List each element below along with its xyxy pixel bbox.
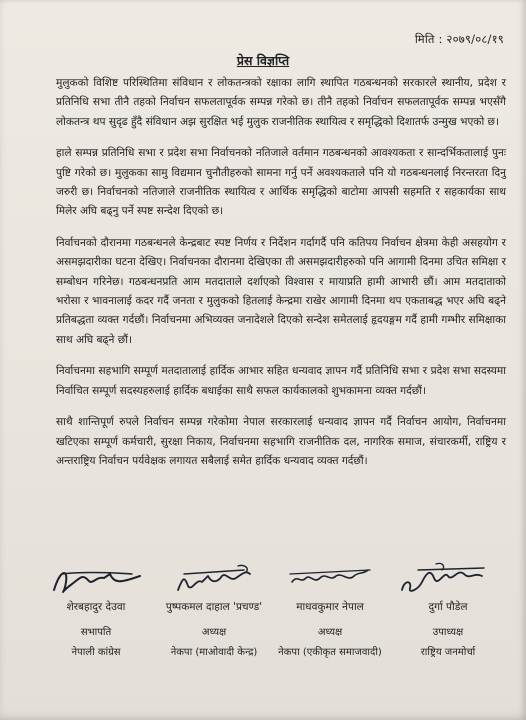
document-title: प्रेस विज्ञप्ति xyxy=(236,53,290,68)
signature-image xyxy=(154,560,274,600)
signatory-role: अध्यक्ष xyxy=(201,627,227,638)
signature-image xyxy=(270,560,390,600)
paragraph: साथै शान्तिपूर्ण रुपले निर्वाचन सम्पन्न गरेकोमा नेपाल सरकारलाई धन्यवाद ज्ञापन गर्दै निर्वाचन आयोग, निर्वाचनमा खटिएका सम्पूर्ण कर्मचारी, सुरक्षा निकाय, निर्वाचनमा सहभागि राजनीतिक दल, नागरिक समाज, संचारकर्मी, राष्ट्रिय र अन्तराष्ट्रिय निर्वाचन पर्यवेक्षक लगायत सबैलाई समेत हार्दिक धन्यवाद व्यक्त गर्दछौं। xyxy=(56,416,506,467)
document-body xyxy=(56,74,506,483)
signatory-role: उपाध्यक्ष xyxy=(432,627,464,638)
paragraph: मुलुकको विशिष्ट परिस्थितिमा संविधान र लोकतन्त्रको रक्षाका लागि स्थापित गठबन्धनको सरकारले स्थानीय, प्रदेश र प्रतिनिधि सभा तीनै तहको निर्वाचन सफलतापूर्वक सम्पन्न गरेको छ। तीनै तहको निर्वाचन सफलतापूर्वक सम्पन्न भएसँगै लोकतन्त्र थप सुदृढ हुँदै संविधान अझ सुरक्षित भई मुलुक राजनीतिक स्थायित्व र समृद्धिको दिशातर्फ उन्मुख भएको छ। xyxy=(56,77,506,128)
signature-image xyxy=(36,560,156,600)
signatures-block xyxy=(36,560,520,690)
paragraph: हाले सम्पन्न प्रतिनिधि सभा र प्रदेश सभा निर्वाचनको नतिजाले वर्तमान गठबन्धनको आवश्यकता र सान्दर्भिकतालाई पुनः पुष्टि गरेको छ। मुलुकका सामु विद्यमान चुनौतीहरुको सामना गर्नु पर्ने अवश्यकताले पनि यो गठबन्धनलाई निरन्तरता दिनु जरुरी छ। निर्वाचनको नतिजाले राजनीतिक स्थायित्व र आर्थिक समृद्धिको बाटोमा आपसी सहमति र सहकार्यका साथ मिलेर अघि बढ्नु पर्ने स्पष्ट सन्देश दिएको छ। xyxy=(56,147,506,218)
signatory-party: नेकपा (माओवादी केन्द्र) xyxy=(170,647,258,658)
signatory-party: नेपाली कांग्रेस xyxy=(71,647,121,658)
signatory-block xyxy=(270,560,390,658)
signatory-name: दुर्गा पौडेल xyxy=(428,601,468,613)
signatory-name: पुष्पकमल दाहाल 'प्रचण्ड' xyxy=(165,601,263,613)
signatory-block xyxy=(36,560,156,658)
signatory-block xyxy=(388,560,508,658)
signatory-party: राष्ट्रिय जनमोर्चा xyxy=(420,647,476,658)
signatory-role: सभापति xyxy=(80,627,112,638)
paragraph: निर्वाचनको दौरानमा गठबन्धनले केन्द्रबाट स्पष्ट निर्णय र निर्देशन गर्दागर्दै पनि कतिपय निर्वाचन क्षेत्रमा केही असहयोग र असमझदारीका घटना देखिए। निर्वाचनका दौरानमा देखिएका ती असमझदारीहरुको पनि आगामी दिनमा उचित समिक्षा र सम्बोधन गरिनेछ। गठबन्धनप्रति आम मतदाताले दर्शाएको विश्वास र मायाप्रति हामी आभारी छौं। आम मतदाताको भरोसा र भावनालाई कदर गर्दै जनता र मुलुकको हितलाई केन्द्रमा राखेर आगामी दिनमा थप एकताबद्ध भएर अघि बढ्ने प्रतिबद्धता व्यक्त गर्दछौं। निर्वाचनमा अभिव्यक्त जनादेशले दिएको सन्देश समेतलाई हृदयङ्गम गर्दै हामी गम्भीर समिक्षाका साथ अघि बढ्ने छौं। xyxy=(56,236,506,346)
signatory-party: नेकपा (एकीकृत समाजवादी) xyxy=(278,647,382,658)
signatory-name: शेरबहादुर देउवा xyxy=(66,601,126,613)
document-date: मिति : २०७९/०८/१९ xyxy=(414,32,504,46)
signatory-block xyxy=(154,560,274,658)
signature-image xyxy=(388,560,508,600)
paragraph: निर्वाचनमा सहभागि सम्पूर्ण मतदातालाई हार्दिक आभार सहित धन्यवाद ज्ञापन गर्दै प्रतिनिधि सभा र प्रदेश सभा सदस्यमा निर्वाचित सम्पूर्ण सदस्यहरुलाई हार्दिक बधाईका साथै सफल कार्यकालको शुभकामना व्यक्त गर्दछौं। xyxy=(56,365,506,397)
signatory-role: अध्यक्ष xyxy=(317,627,343,638)
signatory-name: माधवकुमार नेपाल xyxy=(296,601,364,613)
